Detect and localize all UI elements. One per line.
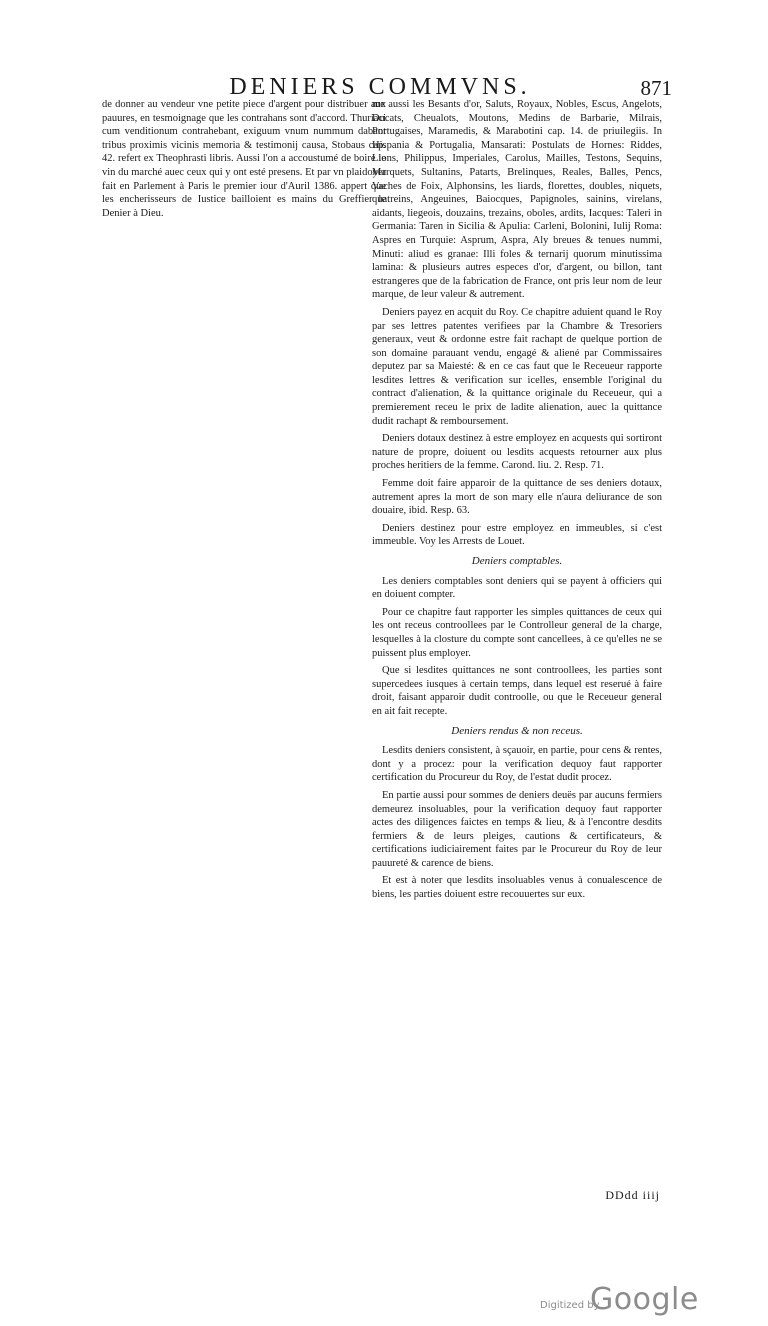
- paragraph: En partie aussi pour sommes de deniers deuës par aucuns fermiers demeurez insoluables, pour la verification dequoy faut rapporter actes des diligences faictes en temps & lieu, & à l'encontre desdits fermiers & de leurs pleiges, cautions & certificateurs, & certifications iudiciairement faites par le Procureur du Roy de leur pauureté & carence de biens.: [372, 789, 662, 869]
- paragraph: Pour ce chapitre faut rapporter les simples quittances de ceux qui les ont receus controollees par le Controlleur general de la charge, lesquelles à la closture du compte sont cancellees, à ce qu'elles ne se puissent plus employer.: [372, 606, 662, 659]
- paragraph: Deniers destinez pour estre employez en immeubles, si c'est immeuble. Voy les Arrests de Louet.: [372, 522, 662, 548]
- paragraph: de donner au vendeur vne petite piece d'argent pour distribuer aux pauures, en tesmoignage que les contrahans sont d'accord. Thuriaci cum venditionum contrahebant, exiguum vnum nummum dabant tribus proximis vicinis memoria & testimonij causa, Stobaus cap. 42. refert ex Theophrasti libris. Aussi l'on a accoustumé de boire le vin du marché auec ceux qui y ont esté presens. Et par vn plaidoyer fait en Parlement à Paris le premier iour d'Auril 1386. appert que les encherisseurs de Iustice bailloient es mains du Greffier le Denier à Dieu.: [102, 99, 386, 219]
- signature-mark: DDdd iiij: [605, 1188, 660, 1202]
- right-column: [372, 98, 662, 906]
- paragraph: Et est à noter que lesdits insoluables venus à conualescence de biens, les parties doiuent estre recouuertes sur eux.: [372, 875, 662, 901]
- google-watermark: [540, 1282, 730, 1322]
- digitized-by-label: Digitized by: [540, 1300, 600, 1311]
- paragraph: Deniers dotaux destinez à estre employez en acquests qui sortiront nature de propre, doiuent ou lesdits acquests retourner aux plus proches heritiers de la femme. Carond. liu. 2. Resp. 71.: [372, 433, 662, 472]
- section-heading-comptables: Deniers comptables.: [471, 555, 563, 567]
- section-heading-rendus: Deniers rendus & non receus.: [451, 724, 583, 737]
- paragraph: Les deniers comptables sont deniers qui se payent à officiers qui en doiuent compter.: [372, 575, 662, 601]
- paragraph: Deniers payez en acquit du Roy. Ce chapitre aduient quand le Roy par ses lettres patentes verifiees par la Chambre & Tresoriers generaux, veut & ordonne estre fait rachapt de quelque portion de son domaine parauant vendu, engagé & aliené par Commissaires deputez par sa Maiesté: & en ce cas faut que le Receueur rapporte lesdites lettres & verification sur icelles, ensemble l'original du contract d'alienation, & la quittance originale du Receueur, qui a premierement receu le prix de ladite alienation, auec la quittance dudit rachapt & remboursement.: [372, 306, 662, 427]
- paragraph: Femme doit faire apparoir de la quittance de ses deniers dotaux, autrement apres la mort de son mary elle n'aura deliurance de son douaire, ibid. Resp. 63.: [372, 478, 662, 517]
- left-column: [102, 98, 386, 224]
- paragraph: Que si lesdites quittances ne sont controollees, les parties sont supercedees iusques à certain temps, dans lequel est reserué à faire droit, faisant apparoir dudit controolle, ou que le Receueur general en ait fait recepte.: [372, 665, 662, 717]
- running-title: DENIERS COMMVNS.: [229, 74, 531, 100]
- paragraph: Lesdits deniers consistent, à sçauoir, en partie, pour cens & rentes, dont y a procez: pour la verification dequoy faut rapporter certification du Procureur du Roy, de l'estat dudit procez.: [372, 745, 662, 784]
- page-number: 871: [640, 76, 672, 100]
- paragraph: me aussi les Besants d'or, Saluts, Royaux, Nobles, Escus, Angelots, Ducats, Cheualots, Moutons, Medins de Barbarie, Milrais, Portugaises, Maramedis, & Marabotini cap. 14. de priuilegiis. In Hispania & Portugalia, Mansarati: Postulats de Hornes: Riddes, Lions, Philippus, Imperiales, Carolus, Mailles, Testons, Sequins, Marquets, Sultanins, Patarts, Brelinques, Reales, Balles, Pencs, Vaches de Foix, Alphonsins, les liards, florettes, doubles, niquets, quatreins, Angeuines, Baiocques, Papignoles, sainins, virelans, aidants, liegeois, douzains, trezains, oboles, ardits, Iacques: Taleri in Germania: Taren in Sicilia & Apulia: Carleni, Bolonini, Iulij Roma: Aspres en Turquie: Asprum, Aspra, Aly breues & tenues nummi, Minuti: aliud es granae: Illi foles & ternarij quorum minutissima lamina: & plusieurs autres especes d'or, d'argent, ou billon, tant estrangeres que de la fabrication de France, ont pris leur nom de leur marque, de leur valeur & autrement.: [372, 99, 662, 301]
- google-logo: Google: [590, 1282, 699, 1317]
